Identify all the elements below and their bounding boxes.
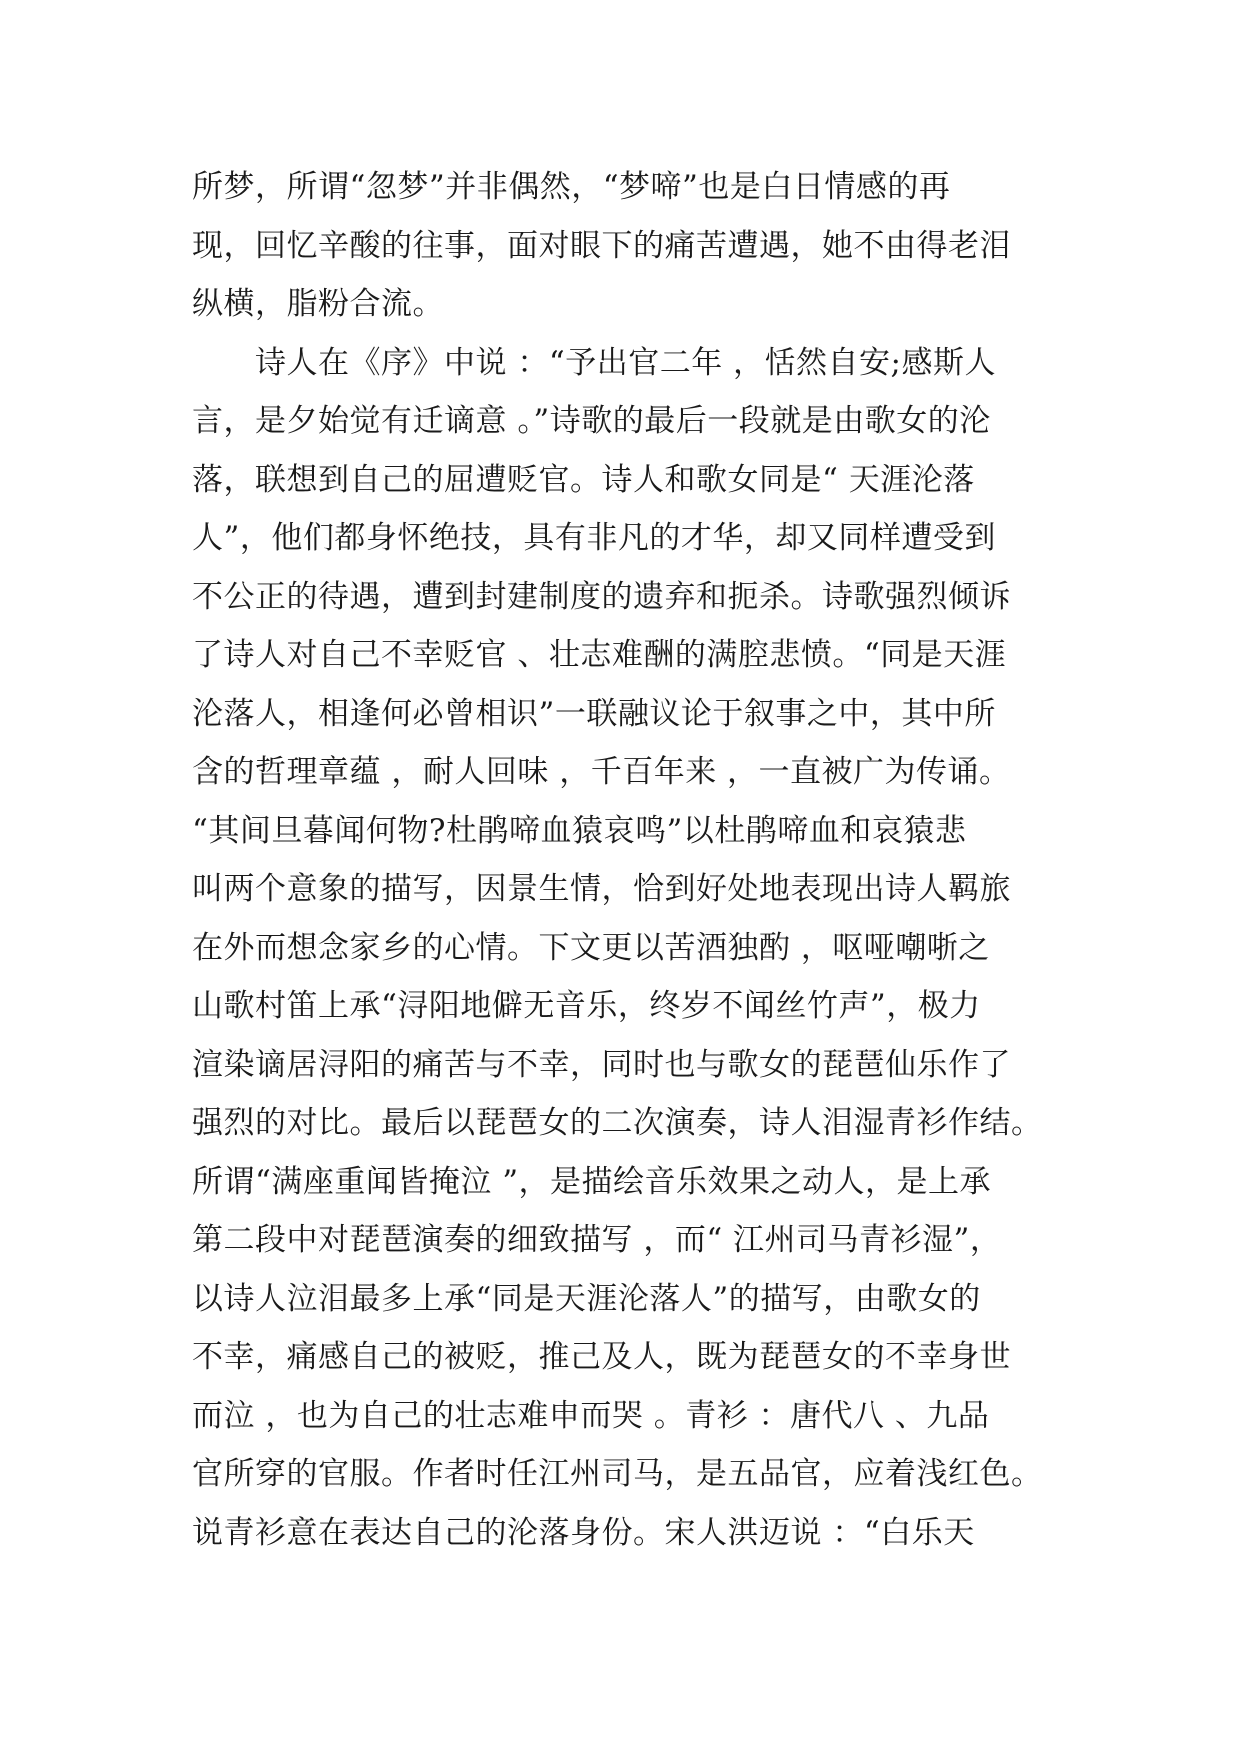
- text-line: 不公正的待遇，遭到封建制度的遗弃和扼杀。诗歌强烈倾诉: [192, 578, 1011, 615]
- body-text: [192, 158, 1062, 1562]
- text-line: 官所穿的官服。作者时任江州司马，是五品官，应着浅红色。: [192, 1456, 1043, 1492]
- text-line: 以诗人泣泪最多上承“同是天涯沦落人”的描写，由歌女的: [192, 1280, 981, 1317]
- text-line: 现，回忆辛酸的往事，面对眼下的痛苦遭遇，她不由得老泪: [192, 227, 1011, 264]
- text-line: 而泣 ，也为自己的壮志难申而哭 。青衫 ：唐代八 、九品: [192, 1397, 990, 1434]
- text-line: 山歌村笛上承“浔阳地僻无音乐，终岁不闻丝竹声”，极力: [192, 988, 981, 1024]
- text-line: 所谓“满座重闻皆掩泣 ”，是描绘音乐效果之动人，是上承: [192, 1163, 992, 1200]
- text-line: 了诗人对自己不幸贬官 、壮志难酬的满腔悲愤。“同是天涯: [192, 637, 1007, 673]
- text-line: 说青衫意在表达自己的沦落身份。宋人洪迈说 ：“白乐天: [192, 1514, 975, 1551]
- text-line: 诗人在《序》中说 ：“予出官二年 ，恬然自安;感斯人: [192, 344, 996, 381]
- text-line: 沦落人，相逢何必曾相识”一联融议论于叙事之中，其中所: [192, 695, 996, 732]
- text-line: 渲染谪居浔阳的痛苦与不幸，同时也与歌女的琵琶仙乐作了: [192, 1046, 1011, 1083]
- text-line: 人”，他们都身怀绝技，具有非凡的才华，却又同样遭受到: [192, 520, 996, 556]
- text-line: 落，联想到自己的屈遭贬官。诗人和歌女同是“ 天涯沦落: [192, 461, 975, 498]
- text-line: 不幸，痛感自己的被贬，推己及人，既为琵琶女的不幸身世: [192, 1339, 1011, 1375]
- text-line: 在外而想念家乡的心情。下文更以苦酒独酌 ，呕哑嘲哳之: [192, 929, 990, 966]
- text-line: 言，是夕始觉有迁谪意 。”诗歌的最后一段就是由歌女的沦: [192, 403, 991, 439]
- text-line: “其间旦暮闻何物?杜鹃啼血猿哀鸣”以杜鹃啼血和哀猿悲: [192, 812, 967, 849]
- text-line: 含的哲理章蕴 ，耐人回味 ，千百年来 ，一直被广为传诵。: [192, 754, 1011, 790]
- text-line: 纵横，脂粉合流。: [192, 286, 444, 322]
- text-line: 所梦，所谓“忽梦”并非偶然，“梦啼”也是白日情感的再: [192, 169, 951, 205]
- text-line: 强烈的对比。最后以琵琶女的二次演奏，诗人泪湿青衫作结。: [192, 1105, 1043, 1141]
- text-line: 第二段中对琵琶演奏的细致描写 ，而“ 江州司马青衫湿”，: [192, 1222, 1002, 1258]
- text-line: 叫两个意象的描写，因景生情，恰到好处地表现出诗人羁旅: [192, 871, 1011, 907]
